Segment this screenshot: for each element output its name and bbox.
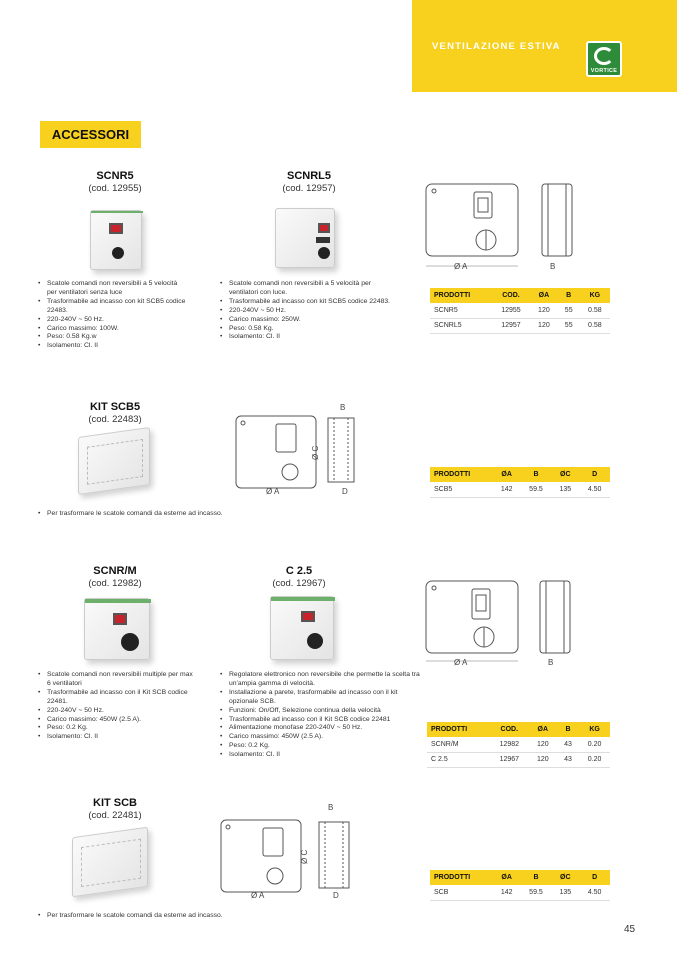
product-image-scnrl5 [275,208,335,268]
list-item: • Per trasformare le scatole comandi da esterne ad incasso. [38,912,338,921]
table-cell: 120 [530,303,558,318]
product-name: SCNR/M [93,565,137,577]
table-cell: 55 [558,318,580,333]
list-item: • 220-240V ~ 50 Hz. [220,307,400,316]
product-scnrl5-heading [254,170,364,194]
table-cell: 59.5 [521,482,552,497]
product-image-scnr5 [90,210,142,270]
table-row [430,885,610,900]
table-row [427,752,610,767]
table-cell: 4.50 [579,482,610,497]
list-item: • 220-240V ~ 50 Hz. [38,316,188,325]
bullet-list-c25 [220,671,420,760]
table-header: B [521,870,552,885]
list-item: • Isolamento: Cl. II [38,733,198,742]
table-cell: 43 [557,737,579,752]
table-header: PRODOTTI [430,288,492,303]
product-code: (cod. 12982) [88,578,142,589]
table-cell: 0.20 [579,752,610,767]
list-item: • Isolamento: Cl. II [38,342,188,351]
list-item: • Isolamento: Cl. II [220,751,420,760]
page-number: 45 [624,924,636,935]
table-cell: 55 [558,303,580,318]
list-item: • Trasformabile ad incasso con kit SCB5 codice 22483. [38,298,188,316]
table-header: ØA [529,722,557,737]
table-cell: 43 [557,752,579,767]
table-header: B [521,467,552,482]
product-scnr5-heading [60,170,170,194]
dim-label-a: Ø A [266,487,280,496]
table-cell: 12955 [492,303,530,318]
list-item: • Trasformabile ad incasso con il Kit SCB codice 22481. [38,689,198,707]
table-cell: 142 [493,482,521,497]
technical-drawing-1 [420,178,580,278]
product-c25-heading [244,565,354,589]
list-item: • Funzioni: On/Off, Selezione continua della velocità [220,707,420,716]
product-image-kitscb5 [78,427,150,495]
table-header: PRODOTTI [430,467,493,482]
table-header: D [579,870,610,885]
list-item: • Peso: 0.58 Kg. [220,325,400,334]
list-item: • Alimentazione monofase 220-240V ~ 50 Hz. [220,724,420,733]
table-cell: 12967 [490,752,529,767]
list-item: • Isolamento: Cl. II [220,333,400,342]
product-kitscb-heading [60,797,170,821]
table-header: COD. [492,288,530,303]
list-item: • Scatole comandi non reversibili multiple per max 6 ventilatori [38,671,198,689]
table-cell: 12982 [490,737,529,752]
dim-label-b: B [328,803,334,812]
table-header: KG [579,722,610,737]
table-cell: 120 [530,318,558,333]
product-code: (cod. 12955) [88,183,142,194]
dim-label-d: D [333,891,339,900]
dim-label-b: B [340,403,346,412]
list-item: • Peso: 0.2 Kg. [38,724,198,733]
dim-label-a: Ø A [454,262,468,271]
list-item: • Carico massimo: 250W. [220,316,400,325]
table-cell: 4.50 [579,885,610,900]
table-header: PRODOTTI [427,722,490,737]
product-name: KIT SCB [93,797,137,809]
product-name: C 2.5 [285,565,313,577]
list-item: • Carico massimo: 100W. [38,325,188,334]
table-cell: 135 [551,482,579,497]
table-header: PRODOTTI [430,870,493,885]
dim-label-d: D [342,487,348,496]
logo-text: VORTICE [590,68,618,74]
dim-label-c: Ø C [300,849,309,864]
page-title: ACCESSORI [40,121,141,148]
vortice-logo [586,41,622,77]
table-header: ØC [551,870,579,885]
table-cell: SCB [430,885,493,900]
product-table-3 [427,722,610,768]
product-image-c25 [270,596,334,660]
list-item: • Scatole comandi non reversibili a 5 velocità per ventilatori senza luce [38,280,188,298]
product-name: SCNR5 [96,170,134,182]
table-header: ØA [530,288,558,303]
list-item: • Carico massimo: 450W (2.5 A). [220,733,420,742]
dim-label-c: Ø C [311,445,320,460]
technical-drawing-4 [215,800,365,904]
list-item: • Per trasformare le scatole comandi da esterne ad incasso. [38,510,338,519]
section-title: VENTILAZIONE ESTIVA [432,41,561,52]
product-image-scnrm [84,598,150,660]
table-cell: C 2.5 [427,752,490,767]
dim-label-a: Ø A [251,891,265,900]
product-code: (cod. 12967) [272,578,326,589]
note-kitscb [38,912,338,921]
table-cell: SCB5 [430,482,493,497]
table-cell: 59.5 [521,885,552,900]
list-item: • Installazione a parete, trasformabile ad incasso con il kit opzionale SCB. [220,689,420,707]
bullet-list-scnrm [38,671,198,742]
product-code: (cod. 22483) [88,414,142,425]
note-kitscb5 [38,510,338,519]
table-cell: 142 [493,885,521,900]
table-cell: SCNR/M [427,737,490,752]
table-cell: 120 [529,737,557,752]
list-item: • Peso: 0.2 Kg. [220,742,420,751]
list-item: • Carico massimo: 450W (2.5 A). [38,716,198,725]
table-row [427,737,610,752]
table-header: COD. [490,722,529,737]
table-cell: 120 [529,752,557,767]
list-item: • 220-240V ~ 50 Hz. [38,707,198,716]
bullet-list-scnr5 [38,280,188,351]
list-item: • Scatole comandi non reversibili a 5 velocità per ventilatori con luce. [220,280,400,298]
product-name: SCNRL5 [286,170,331,182]
product-table-2 [430,467,610,498]
table-header: D [579,467,610,482]
product-name: KIT SCB5 [89,401,141,413]
product-code: (cod. 22481) [88,810,142,821]
table-cell: 12957 [492,318,530,333]
table-row [430,303,610,318]
table-header: ØA [493,467,521,482]
bullet-list-scnrl5 [220,280,400,342]
product-scnrm-heading [60,565,170,589]
list-item: • Trasformabile ad incasso con il Kit SCB codice 22481 [220,716,420,725]
table-cell: SCNRL5 [430,318,492,333]
table-header: KG [580,288,610,303]
technical-drawing-3 [420,575,580,675]
product-image-kitscb [72,827,148,898]
list-item: • Trasformabile ad incasso con kit SCB5 codice 22483. [220,298,400,307]
product-table-4 [430,870,610,901]
list-item: • Peso: 0.58 Kg.w [38,333,188,342]
table-cell: 0.20 [579,737,610,752]
table-cell: 135 [551,885,579,900]
dim-label-b: B [548,658,554,667]
table-header: ØC [551,467,579,482]
product-kitscb5-heading [60,401,170,425]
dim-label-b: B [550,262,556,271]
table-row [430,482,610,497]
product-table-1 [430,288,610,334]
technical-drawing-2 [230,400,370,500]
swirl-icon [594,47,614,65]
table-header: B [557,722,579,737]
table-cell: 0.58 [580,303,610,318]
table-header: ØA [493,870,521,885]
list-item: • Regolatore elettronico non reversibile che permette la scelta tra un'ampia gamma di velocità. [220,671,420,689]
product-code: (cod. 12957) [282,183,336,194]
table-cell: 0.58 [580,318,610,333]
table-cell: SCNR5 [430,303,492,318]
dim-label-a: Ø A [454,658,468,667]
table-row [430,318,610,333]
table-header: B [558,288,580,303]
